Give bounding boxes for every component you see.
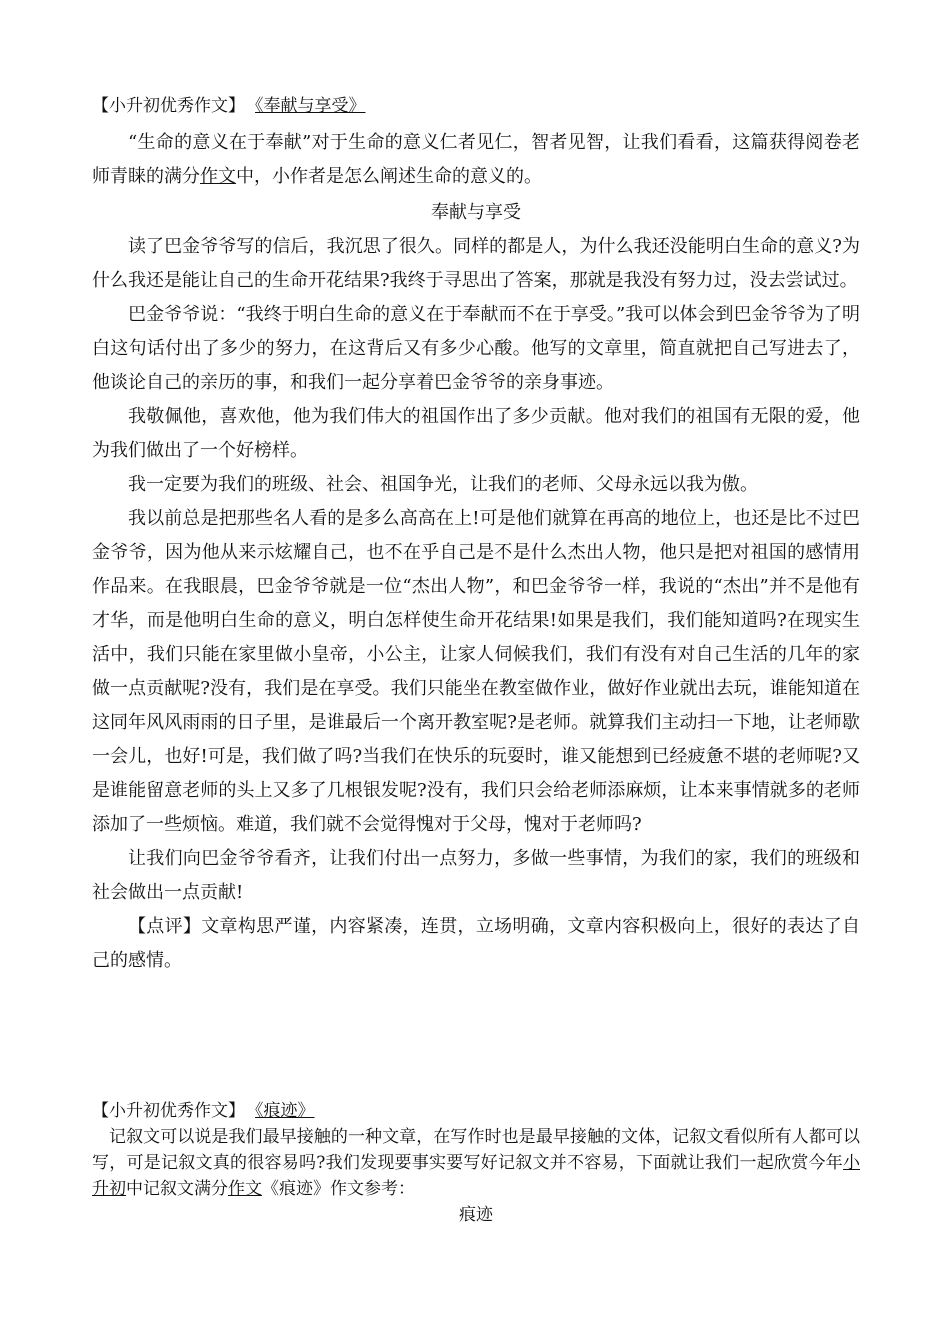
essay-link[interactable]: 作文 bbox=[228, 1179, 262, 1199]
article1-intro bbox=[92, 126, 860, 194]
paragraph: 巴金爷爷说：“我终于明白生命的意义在于奉献而不在于享受。”我可以体会到巴金爷爷为了明白这句话付出了多少的努力，在这背后又有多少心酸。他写的文章里，简直就把自己写进去了，他谈论自己的亲历的事，和我们一起分享着巴金爷爷的亲身事迹。 bbox=[92, 304, 860, 393]
article1-tag: 【小升初优秀作文】 bbox=[92, 96, 245, 116]
article1-center-title: 奉献与享受 bbox=[431, 202, 521, 223]
article2-tag: 【小升初优秀作文】 bbox=[92, 1101, 245, 1121]
xiaoshengchu-link[interactable]: 小升初 bbox=[92, 1153, 860, 1199]
paragraph: 我一定要为我们的班级、社会、祖国争光，让我们的老师、父母永远以我为傲。 bbox=[128, 474, 758, 495]
intro-text-mid: 中记叙文满分 bbox=[126, 1179, 228, 1199]
article2-intro bbox=[92, 1124, 860, 1202]
comment-paragraph: 【点评】文章构思严谨，内容紧凑，连贯，立场明确，文章内容积极向上，很好的表达了自己的感情。 bbox=[92, 916, 860, 971]
intro-text: 记叙文可以说是我们最早接触的一种文章，在写作时也是最早接触的文体，记叙文看似所有人都可以写，可是记叙文真的很容易吗?我们发现要事实要写好记叙文并不容易，下面就让我们一起欣赏今年 bbox=[92, 1127, 860, 1173]
essay-link[interactable]: 作文 bbox=[200, 166, 236, 187]
article1-heading bbox=[92, 93, 860, 119]
article2-body bbox=[92, 1124, 860, 1228]
paragraph: 我敬佩他，喜欢他，他为我们伟大的祖国作出了多少贡献。他对我们的祖国有无限的爱，他为我们做出了一个好榜样。 bbox=[92, 406, 860, 461]
paragraph: 读了巴金爷爷写的信后，我沉思了很久。同样的都是人，为什么我还没能明白生命的意义?为什么我还是能让自己的生命开花结果?我终于寻思出了答案，那就是我没有努力过，没去尝试过。 bbox=[92, 236, 860, 291]
article2-heading bbox=[92, 1098, 860, 1124]
article2-center-title: 痕迹 bbox=[459, 1205, 493, 1225]
article2-title: 《痕迹》 bbox=[255, 1101, 315, 1121]
article1-title: 《奉献与享受》 bbox=[255, 96, 366, 116]
intro-text-end: 《痕迹》作文参考： bbox=[262, 1179, 415, 1199]
paragraph: 让我们向巴金爷爷看齐，让我们付出一点努力，多做一些事情，为我们的家，我们的班级和社会做出一点贡献! bbox=[92, 848, 860, 903]
article1-body bbox=[92, 126, 860, 978]
intro-text-end: 中，小作者是怎么阐述生命的意义的。 bbox=[236, 166, 542, 187]
intro-text: “生命的意义在于奉献”对于生命的意义仁者见仁，智者见智，让我们看看，这篇获得阅卷老师青睐的满分 bbox=[92, 132, 860, 187]
paragraph: 我以前总是把那些名人看的是多么高高在上!可是他们就算在再高的地位上，也还是比不过巴金爷爷，因为他从来示炫耀自己，也不在乎自己是不是什么杰出人物，他只是把对祖国的感情用作品来。在我眼晨，巴金爷爷就是一位“杰出人物”，和巴金爷爷一样，我说的“杰出”并不是他有才华，而是他明白生命的意义，明白怎样使生命开花结果!如果是我们，我们能知道吗?在现实生活中，我们只能在家里做小皇帝，小公主，让家人伺候我们，我们有没有对自己生活的几年的家做一点贡献呢?没有，我们是在享受。我们只能坐在教室做作业，做好作业就出去玩，谁能知道在这同年风风雨雨的日子里，是谁最后一个离开教室呢?是老师。就算我们主动扫一下地，让老师歇一会儿，也好!可是，我们做了吗?当我们在快乐的玩耍时，谁又能想到已经疲惫不堪的老师呢?又是谁能留意老师的头上又多了几根银发呢?没有，我们只会给老师添麻烦，让本来事情就多的老师添加了一些烦恼。难道，我们就不会觉得愧对于父母，愧对于老师吗? bbox=[92, 508, 860, 835]
